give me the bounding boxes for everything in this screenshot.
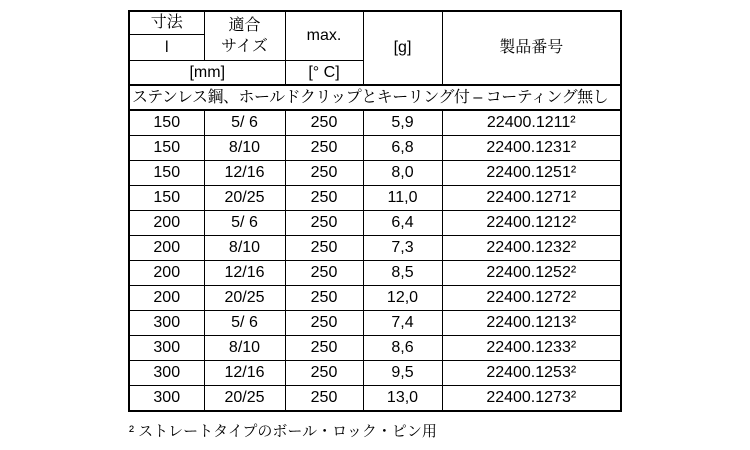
table-row <box>129 361 621 386</box>
header-dimension-symbol: l <box>129 35 204 61</box>
header-product-number-label: 製品番号 <box>442 11 621 85</box>
cell-length: 300 <box>129 311 204 336</box>
header-dimension-label: 寸法 <box>129 11 204 35</box>
cell-weight: 12,0 <box>363 286 442 311</box>
table-row <box>129 236 621 261</box>
cell-size: 8/10 <box>204 236 285 261</box>
cell-weight: 7,4 <box>363 311 442 336</box>
header-max-label: max. <box>285 11 363 61</box>
cell-product_no: 22400.1233² <box>442 336 621 361</box>
table-row <box>129 311 621 336</box>
table-row <box>129 336 621 361</box>
material-band-label: ステンレス鋼、ホールドクリップとキーリング付 – コーティング無し <box>129 85 621 110</box>
cell-size: 12/16 <box>204 261 285 286</box>
cell-product_no: 22400.1213² <box>442 311 621 336</box>
header-max-unit: [° C] <box>285 61 363 86</box>
table-header <box>129 11 621 110</box>
cell-length: 200 <box>129 286 204 311</box>
cell-length: 150 <box>129 136 204 161</box>
cell-size: 20/25 <box>204 186 285 211</box>
cell-size: 12/16 <box>204 161 285 186</box>
footnote: ² ストレートタイプのボール・ロック・ピン用 <box>129 423 437 440</box>
fit-size-line2: サイズ <box>221 37 268 55</box>
cell-size: 5/ 6 <box>204 311 285 336</box>
product-spec-table <box>128 10 622 412</box>
cell-size: 20/25 <box>204 286 285 311</box>
fit-size-line1: 適合 <box>228 16 261 34</box>
cell-weight: 6,8 <box>363 136 442 161</box>
cell-length: 300 <box>129 336 204 361</box>
cell-product_no: 22400.1231² <box>442 136 621 161</box>
cell-size: 8/10 <box>204 136 285 161</box>
table-row <box>129 286 621 311</box>
cell-max_temp: 250 <box>285 386 363 412</box>
cell-product_no: 22400.1273² <box>442 386 621 412</box>
cell-length: 300 <box>129 386 204 412</box>
cell-max_temp: 250 <box>285 361 363 386</box>
cell-product_no: 22400.1232² <box>442 236 621 261</box>
cell-product_no: 22400.1271² <box>442 186 621 211</box>
table-row <box>129 211 621 236</box>
cell-length: 200 <box>129 211 204 236</box>
table-row <box>129 161 621 186</box>
cell-max_temp: 250 <box>285 261 363 286</box>
header-weight-label: [g] <box>363 11 442 85</box>
table-row <box>129 110 621 136</box>
table-body <box>129 110 621 411</box>
cell-product_no: 22400.1251² <box>442 161 621 186</box>
cell-weight: 5,9 <box>363 110 442 136</box>
cell-weight: 13,0 <box>363 386 442 412</box>
cell-length: 200 <box>129 261 204 286</box>
cell-max_temp: 250 <box>285 336 363 361</box>
header-fit-size-text <box>221 15 268 57</box>
cell-length: 200 <box>129 236 204 261</box>
cell-product_no: 22400.1272² <box>442 286 621 311</box>
cell-max_temp: 250 <box>285 286 363 311</box>
cell-length: 150 <box>129 161 204 186</box>
cell-max_temp: 250 <box>285 311 363 336</box>
cell-product_no: 22400.1252² <box>442 261 621 286</box>
cell-size: 12/16 <box>204 361 285 386</box>
cell-length: 300 <box>129 361 204 386</box>
cell-size: 5/ 6 <box>204 211 285 236</box>
cell-size: 5/ 6 <box>204 110 285 136</box>
cell-weight: 8,5 <box>363 261 442 286</box>
cell-weight: 7,3 <box>363 236 442 261</box>
cell-product_no: 22400.1212² <box>442 211 621 236</box>
cell-weight: 8,0 <box>363 161 442 186</box>
table-row <box>129 136 621 161</box>
table-row <box>129 186 621 211</box>
cell-weight: 8,6 <box>363 336 442 361</box>
cell-weight: 11,0 <box>363 186 442 211</box>
cell-size: 8/10 <box>204 336 285 361</box>
cell-max_temp: 250 <box>285 236 363 261</box>
cell-max_temp: 250 <box>285 211 363 236</box>
cell-length: 150 <box>129 110 204 136</box>
cell-size: 20/25 <box>204 386 285 412</box>
cell-max_temp: 250 <box>285 110 363 136</box>
cell-weight: 9,5 <box>363 361 442 386</box>
table-row <box>129 386 621 412</box>
cell-length: 150 <box>129 186 204 211</box>
header-dimension-unit: [mm] <box>129 61 285 86</box>
cell-weight: 6,4 <box>363 211 442 236</box>
cell-max_temp: 250 <box>285 136 363 161</box>
cell-max_temp: 250 <box>285 161 363 186</box>
cell-product_no: 22400.1253² <box>442 361 621 386</box>
table-row <box>129 261 621 286</box>
header-fit-size-label <box>204 11 285 61</box>
cell-max_temp: 250 <box>285 186 363 211</box>
cell-product_no: 22400.1211² <box>442 110 621 136</box>
